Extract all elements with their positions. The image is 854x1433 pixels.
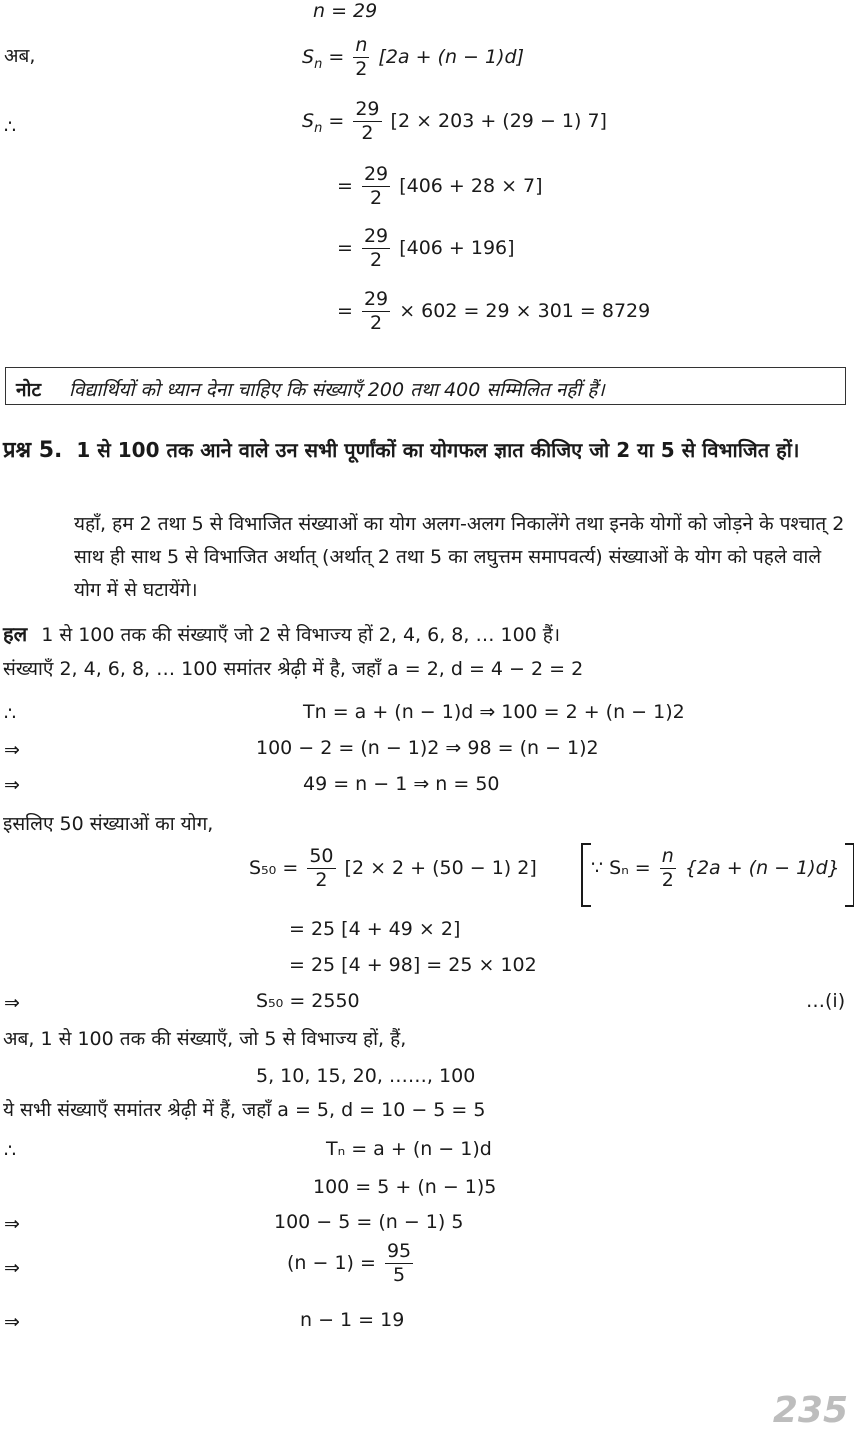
equation-l14: 100 = 5 + (n − 1)5 [313,1176,497,1198]
therefore-symbol-3: ∴ [4,1140,17,1162]
equation-l16: (n − 1) = $\frac{95}{5}$ [287,1240,412,1286]
solution-line-12: ये सभी संख्याएँ समांतर श्रेढ़ी में हैं, जहाँ a = 5, d = 10 − 5 = 5 [3,1099,486,1121]
page-number: 235 [772,1390,848,1431]
formula-bracket [581,843,854,907]
solution-line-1: हल 1 से 100 तक की संख्याएँ जो 2 से विभाज्य हों 2, 4, 6, 8, … 100 हैं। [3,622,561,646]
equation-l7: = 25 [4 + 49 × 2] [289,918,461,940]
hint-paragraph: यहाँ, हम 2 तथा 5 से विभाजित संख्याओं का योग अलग-अलग निकालेंगे तथा इनके योगों को जोड़ने के पश्चात् 2 साथ ही साथ 5 से विभाजित अर्थात् (अर्थात् 2 तथा 5 का लघुत्तम समापवर्त्य) संख्याओं के योग को पहले वाले योग में से घटायेंगे। [74,513,845,601]
equation-l17: n − 1 = 19 [300,1309,405,1331]
question-label: प्रश्न 5. [3,438,63,463]
equation-l5: 49 = n − 1 ⇒ n = 50 [303,773,500,795]
note-text: विद्यार्थियों को ध्यान देना चाहिए कि संख्याएँ 200 तथा 400 सम्मिलित नहीं हैं। [69,379,605,401]
question-text: 1 से 100 तक आने वाले उन सभी पूर्णांकों का योगफल ज्ञात कीजिए जो 2 या 5 से विभाजित हों। [76,438,800,462]
sequence-5: 5, 10, 15, 20, ……, 100 [256,1065,476,1087]
therefore-symbol: ∴ [4,116,17,138]
equation-n-29: n = 29 [313,0,378,22]
solution-label: हल [3,622,28,646]
implies-symbol-6: ⇒ [4,1311,20,1333]
solution-line-2: संख्याएँ 2, 4, 6, 8, … 100 समांतर श्रेढ़ी में है, जहाँ a = 2, d = 4 − 2 = 2 [3,658,584,680]
equation-sn-formula: $S_n$ = $\frac{n}{2}$ [2a + (n − 1)d] [302,34,524,80]
equation-sn-substituted: $S_n$ = $\frac{29}{2}$ [2 × 203 + (29 − 1) 7] [302,98,607,144]
bracket-formula: ∵ Sₙ = $\frac{n}{2}$ {2a + (n − 1)d} [591,845,840,891]
equation-tn: Tn = a + (n − 1)d ⇒ 100 = 2 + (n − 1)2 [303,701,685,723]
ab-label: अब, [4,45,36,67]
implies-symbol-4: ⇒ [4,1213,20,1235]
implies-symbol-3: ⇒ [4,992,20,1014]
note-box [5,367,846,405]
equation-l15: 100 − 5 = (n − 1) 5 [274,1211,464,1233]
equation-l4: 100 − 2 = (n − 1)2 ⇒ 98 = (n − 1)2 [256,737,599,759]
question-5 [3,433,851,468]
solution-line-6: इसलिए 50 संख्याओं का योग, [3,813,214,835]
equation-tag-i: …(i) [806,990,846,1012]
implies-symbol-5: ⇒ [4,1257,20,1279]
note-label: नोट [16,379,42,401]
equation-step-4: = $\frac{29}{2}$ × 602 = 29 × 301 = 8729 [337,288,651,334]
equation-s50: S₅₀ = $\frac{50}{2}$ [2 × 2 + (50 − 1) 2] [249,845,537,891]
implies-symbol-1: ⇒ [4,739,20,761]
therefore-symbol-2: ∴ [4,703,17,725]
implies-symbol-2: ⇒ [4,774,20,796]
equation-s50-result: S₅₀ = 2550 [256,990,360,1012]
equation-l8: = 25 [4 + 98] = 25 × 102 [289,954,537,976]
solution-line-10: अब, 1 से 100 तक की संख्याएँ, जो 5 से विभाज्य हों, हैं, [3,1028,407,1050]
equation-step-2: = $\frac{29}{2}$ [406 + 28 × 7] [337,163,543,209]
equation-l13: Tₙ = a + (n − 1)d [326,1138,492,1160]
equation-step-3: = $\frac{29}{2}$ [406 + 196] [337,225,515,271]
